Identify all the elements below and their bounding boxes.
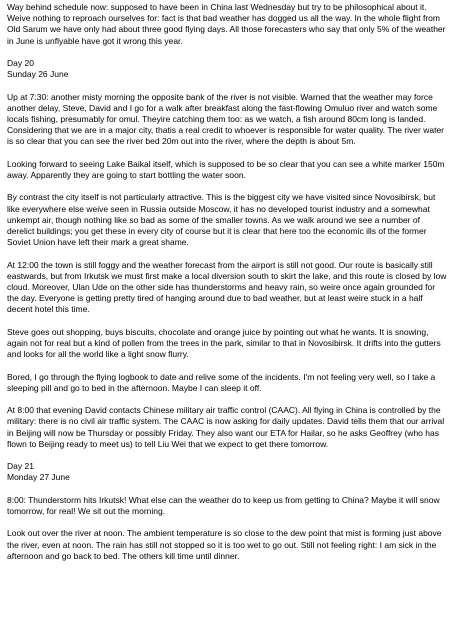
intro-paragraph: Way behind schedule now: supposed to have been in China last Wednesday but try to be philosophical about it. Weive nothing to reproach ourselves for: fact is that bad weather has dogged us all the way. In the whole flight from Old Sarum we have only had about three good flying days. All those forecasters who say that only 5% of the weather in June is unflyable have got it wrong this year. xyxy=(7,2,446,46)
day-20-paragraph-7: At 8:00 that evening David contacts Chinese military air traffic control (CAAC). All flying in China is controlled by the military: there is no civil air traffic system. The CAAC is now asking for daily updates. David tells them that our arrival in Beijing will now be Thursday or possibly Friday. They also want our ETA for Hailar, so he asks Geoffrey (who has flown to Beijing ready to meet us) to tell Liu Wei that we expect to get there tomorrow. xyxy=(7,405,445,449)
day-20-paragraph-2: Looking forward to seeing Lake Baikal itself, which is supposed to be so clear that you can see a white marker 150m away. Apparently they are going to start bottling the water soon. xyxy=(7,158,445,180)
day-21-paragraph-1: 8:00: Thunderstorm hits Irkutsk! What else can the weather do to keep us from getting to China? Maybe it will snow tomorrow, for real! We sit out the morning. xyxy=(7,494,440,516)
day-21-date: Monday 27 June xyxy=(7,472,70,483)
day-21-heading xyxy=(7,461,447,483)
document-page xyxy=(7,2,447,573)
day-20-paragraph-6: Bored, I go through the flying logbook to date and relive some of the incidents. I'm not feeling very well, so I take a sleeping pill and go to bed in the afternoon. Maybe I can sleep it off. xyxy=(7,371,436,393)
day-20-paragraph-1: Up at 7:30: another misty morning the opposite bank of the river is not visible. Warned that the weather may force another delay, Steve, David and I go for a walk after breakfast along the fast-flowing Omuluo river and watch some locals fishing, presumably for omul. Theyire catching them too: as we watch, a fish around 80cm long is landed. Considering that we are in a major city, thatis a real credit to whoever is responsible for water quality. The river water is so clear that you can see the river bed 20m out into the river, where the depth is about 5m. xyxy=(7,91,444,147)
day-20-paragraph-4: At 12:00 the town is still foggy and the weather forecast from the airport is still not good. Our route is basically still eastwards, but from Irkutsk we must first make a local diversion south to skirt the lake, and this route is closed by low cloud. Moreover, Ulan Ude on the other side has thunderstorms and heavy rain, so weire once again grounded for the day. Everyone is getting pretty tired of hanging around due to bad weather, but at least weire stuck in a half decent hotel this time. xyxy=(7,259,447,315)
day-20-heading xyxy=(7,58,447,80)
day-21-label: Day 21 xyxy=(7,461,34,472)
day-20-paragraph-3: By contrast the city itself is not particularly attractive. This is the biggest city we have visited since Novosibirsk, but like everywhere else weive seen in Russia outside Moscow, it has no developed tourist industry and a somewhat unkempt air, though nothing like so bad as some of the smaller towns. As we walk around we see a number of derelict buildings; you get these in every city of course but it is clear that here too the economic ills of the former Soviet Union have left their mark a great shame. xyxy=(7,192,436,248)
day-20-paragraph-5: Steve goes out shopping, buys biscuits, chocolate and orange juice by pointing out what he wants. It is snowing, again not for real but a kind of pollen from the trees in the park, similar to that in Novosibirsk. It drifts into the gutters and looks for all the world like a light snow flurry. xyxy=(7,326,441,360)
day-20-label: Day 20 xyxy=(7,58,34,68)
day-21-paragraph-2: Look out over the river at noon. The ambient temperature is so close to the dew point that mist is forming just above the river, even at noon. The rain has still not stopped so it is too wet to go out. Still not feeling right: I am sick in the afternoon and go back to bed. The others kill time until dinner. xyxy=(7,528,442,561)
day-20-date: Sunday 26 June xyxy=(7,69,69,80)
